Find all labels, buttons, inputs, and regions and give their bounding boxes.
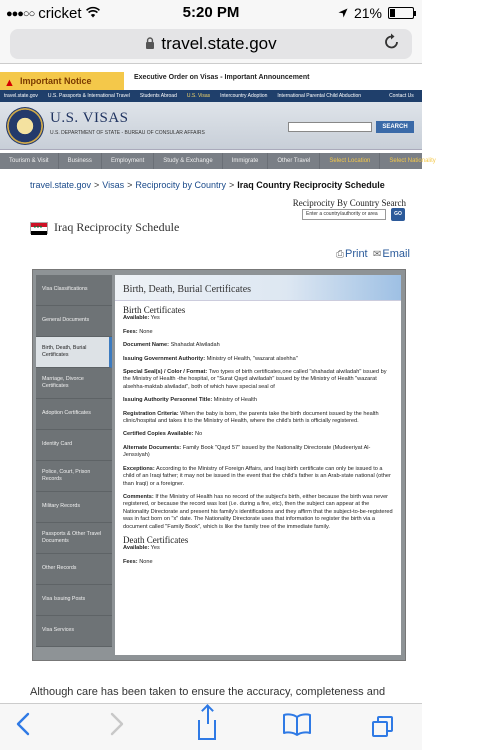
alert-bar bbox=[0, 72, 422, 90]
status-right bbox=[338, 5, 414, 21]
department-seal-icon bbox=[6, 107, 44, 145]
browser-toolbar bbox=[0, 703, 422, 750]
site-title[interactable]: U.S. VISAS bbox=[50, 110, 129, 126]
site-search-input[interactable] bbox=[288, 122, 372, 132]
main-menu bbox=[0, 153, 436, 169]
share-icon bbox=[198, 720, 216, 740]
site-header bbox=[0, 102, 422, 150]
page-title: Iraq Reciprocity Schedule bbox=[54, 220, 180, 234]
status-bar bbox=[0, 0, 422, 26]
breadcrumb-current: Iraq Country Reciprocity Schedule bbox=[237, 180, 385, 190]
url-text: travel.state.gov bbox=[161, 34, 277, 53]
location-arrow-icon bbox=[338, 5, 348, 21]
top-nav-item-active[interactable]: U.S. Visas bbox=[186, 93, 211, 99]
url-display[interactable] bbox=[10, 34, 412, 54]
print-label: Print bbox=[345, 248, 368, 260]
site-search-button[interactable]: SEARCH bbox=[376, 121, 414, 133]
menu-item[interactable]: Other Travel bbox=[268, 153, 320, 169]
back-button[interactable] bbox=[16, 712, 30, 743]
reciprocity-search-input[interactable]: Enter a country/authority or area bbox=[302, 209, 386, 220]
top-nav-item[interactable]: travel.state.gov bbox=[4, 93, 38, 99]
field-personnel-title: Issuing Authority Personnel Title: Ministry of Health bbox=[123, 397, 257, 404]
field-special-seal: Special Seal(s) / Color / Format: Two types of birth certificates,one called "shahadat alwiladah" issued by the Ministry of Health -the hospital, or "Surat Qayd alwiladah" issued by the Ministry of Health "wazarat alsehha-maktab alwiladat", both of which have special seal of bbox=[123, 369, 387, 390]
breadcrumb-separator: > bbox=[94, 180, 100, 190]
select-location-dropdown[interactable]: Select Location bbox=[320, 153, 380, 169]
sidebar-item-other-records[interactable]: Other Records bbox=[36, 554, 112, 585]
disclaimer-text: Although care has been taken to ensure the accuracy, completeness and bbox=[30, 686, 386, 698]
top-nav-item[interactable]: U.S. Passports & International Travel bbox=[47, 93, 130, 99]
back-chevron-icon bbox=[16, 712, 30, 736]
carrier-name: cricket bbox=[38, 5, 82, 22]
site-subtitle: U.S. DEPARTMENT OF STATE - BUREAU OF CONSULAR AFFAIRS bbox=[50, 130, 205, 136]
reciprocity-search-label: Reciprocity By Country Search bbox=[292, 198, 406, 208]
share-button[interactable] bbox=[198, 712, 216, 740]
breadcrumb-separator: > bbox=[127, 180, 133, 190]
top-nav-item[interactable]: Intercountry Adoption bbox=[220, 93, 268, 99]
field-issuing-authority: Issuing Government Authority: Ministry of Health, "wazarat alsehha" bbox=[123, 355, 298, 362]
menu-item[interactable]: Study & Exchange bbox=[154, 153, 222, 169]
sidebar-item-police-court-prison[interactable]: Police, Court, Prison Records bbox=[36, 461, 112, 492]
print-icon: ⎙ bbox=[336, 249, 344, 260]
clock: 5:20 PM bbox=[182, 4, 240, 21]
sidebar-item-marriage-divorce[interactable]: Marriage, Divorce Certificates bbox=[36, 368, 112, 399]
sidebar-item-adoption[interactable]: Adoption Certificates bbox=[36, 399, 112, 430]
lock-icon bbox=[145, 37, 155, 52]
breadcrumb-link[interactable]: Reciprocity by Country bbox=[135, 180, 226, 190]
email-link[interactable] bbox=[373, 248, 410, 260]
menu-item[interactable]: Tourism & Visit bbox=[0, 153, 59, 169]
top-nav-item[interactable]: Find U.S. Embassies & Consulates bbox=[423, 93, 502, 99]
breadcrumb bbox=[30, 180, 385, 190]
field-document-name: Document Name: Shahadat Alwiladah bbox=[123, 342, 220, 349]
field-alternate-documents: Alternate Documents: Family Book "Qayd 57" issued by the Nationality Directorate (Mudeeriyat Al-Jenssiyah) bbox=[123, 444, 371, 459]
iraq-flag-icon bbox=[30, 222, 48, 234]
field-available: Available: Yes bbox=[123, 545, 160, 552]
sidebar-item-visa-services[interactable]: Visa Services bbox=[36, 616, 112, 647]
battery-icon bbox=[388, 7, 414, 19]
field-exceptions: Exceptions: According to the Ministry of Foreign Affairs, and Iraqi birth certificate can only be issued to a child of an Iraqi father; it may not be issued in the event that the child's father is an Arab-state national (other than Iraqi) or a foreigner. bbox=[123, 465, 391, 487]
forward-chevron-icon bbox=[110, 712, 124, 736]
sidebar-item-visa-issuing-posts[interactable]: Visa Issuing Posts bbox=[36, 585, 112, 616]
email-label: Email bbox=[382, 248, 410, 260]
select-nationality-dropdown[interactable]: Select Nationality bbox=[389, 158, 436, 164]
field-registration-criteria: Registration Criteria: When the baby is born, the parents take the birth document issued by the health clinic/hospital and takes it to the Ministry of Health, where the child's birth is officially registered. bbox=[123, 410, 379, 425]
bookmarks-icon bbox=[282, 712, 312, 736]
tabs-icon bbox=[372, 716, 394, 738]
tabs-button[interactable] bbox=[372, 712, 394, 738]
menu-item[interactable]: Business bbox=[59, 153, 102, 169]
important-notice-label: Important Notice bbox=[20, 76, 92, 86]
top-nav-item[interactable]: International Parental Child Abduction bbox=[277, 93, 362, 99]
url-field[interactable] bbox=[10, 29, 412, 59]
top-nav bbox=[0, 90, 502, 102]
browser-address-bar bbox=[0, 26, 422, 64]
battery-percent: 21% bbox=[353, 5, 382, 21]
important-notice-badge[interactable] bbox=[0, 72, 124, 90]
section-title-death: Death Certificates bbox=[123, 534, 189, 545]
reload-icon[interactable] bbox=[384, 33, 400, 56]
sidebar-item-visa-classifications[interactable]: Visa Classifications bbox=[36, 275, 112, 306]
breadcrumb-link[interactable]: Visas bbox=[102, 180, 125, 190]
section-title-birth: Birth Certificates bbox=[123, 305, 186, 315]
bookmarks-button[interactable] bbox=[282, 712, 312, 743]
content-panel bbox=[115, 275, 401, 655]
sidebar bbox=[36, 275, 112, 647]
field-fees: Fees: None bbox=[123, 328, 153, 335]
email-icon: ✉ bbox=[373, 249, 382, 260]
sidebar-item-identity-card[interactable]: Identity Card bbox=[36, 430, 112, 461]
menu-item[interactable]: Employment bbox=[102, 153, 154, 169]
field-certified-copies: Certified Copies Available: No bbox=[123, 431, 203, 438]
breadcrumb-link[interactable]: travel.state.gov bbox=[30, 180, 92, 190]
top-nav-item[interactable]: Students Abroad bbox=[139, 93, 177, 99]
signal-strength-icon: ●●●○○ bbox=[6, 7, 35, 20]
reciprocity-go-button[interactable]: GO bbox=[391, 208, 405, 221]
top-nav-item[interactable]: Contact Us bbox=[389, 93, 414, 99]
field-available: Available: Yes bbox=[123, 315, 160, 322]
battery-level bbox=[390, 9, 395, 17]
sidebar-item-birth-death-burial[interactable]: Birth, Death, Burial Certificates bbox=[36, 337, 112, 368]
alert-news-link[interactable]: Executive Order on Visas - Important Announcement bbox=[134, 74, 310, 81]
print-link[interactable] bbox=[336, 248, 368, 260]
sidebar-item-general-documents[interactable]: General Documents bbox=[36, 306, 112, 337]
sidebar-item-passports[interactable]: Passports & Other Travel Documents bbox=[36, 523, 112, 554]
menu-item[interactable]: Immigrate bbox=[223, 153, 269, 169]
field-comments: Comments: If the Ministry of Health has no record of the subject's birth, either because the birth was never registered, or because the record was lost (i.e. during a fire, etc), then the subject can appear at the Nationality Directorate and present his family's identifications and they affirm that the subject-to-be-registered was in fact born on "x" date. The Nationality Directorate uses that information to register the birth via a document called "Family Book", which is like the family tree of the immediate family. bbox=[123, 493, 393, 530]
field-fees: Fees: None bbox=[123, 558, 153, 565]
forward-button[interactable] bbox=[110, 712, 124, 743]
panel-heading: Birth, Death, Burial Certificates bbox=[115, 275, 401, 301]
breadcrumb-separator: > bbox=[228, 180, 235, 190]
panel-body bbox=[115, 301, 401, 566]
warning-icon: ▲ bbox=[4, 77, 15, 89]
sidebar-item-military-records[interactable]: Military Records bbox=[36, 492, 112, 523]
